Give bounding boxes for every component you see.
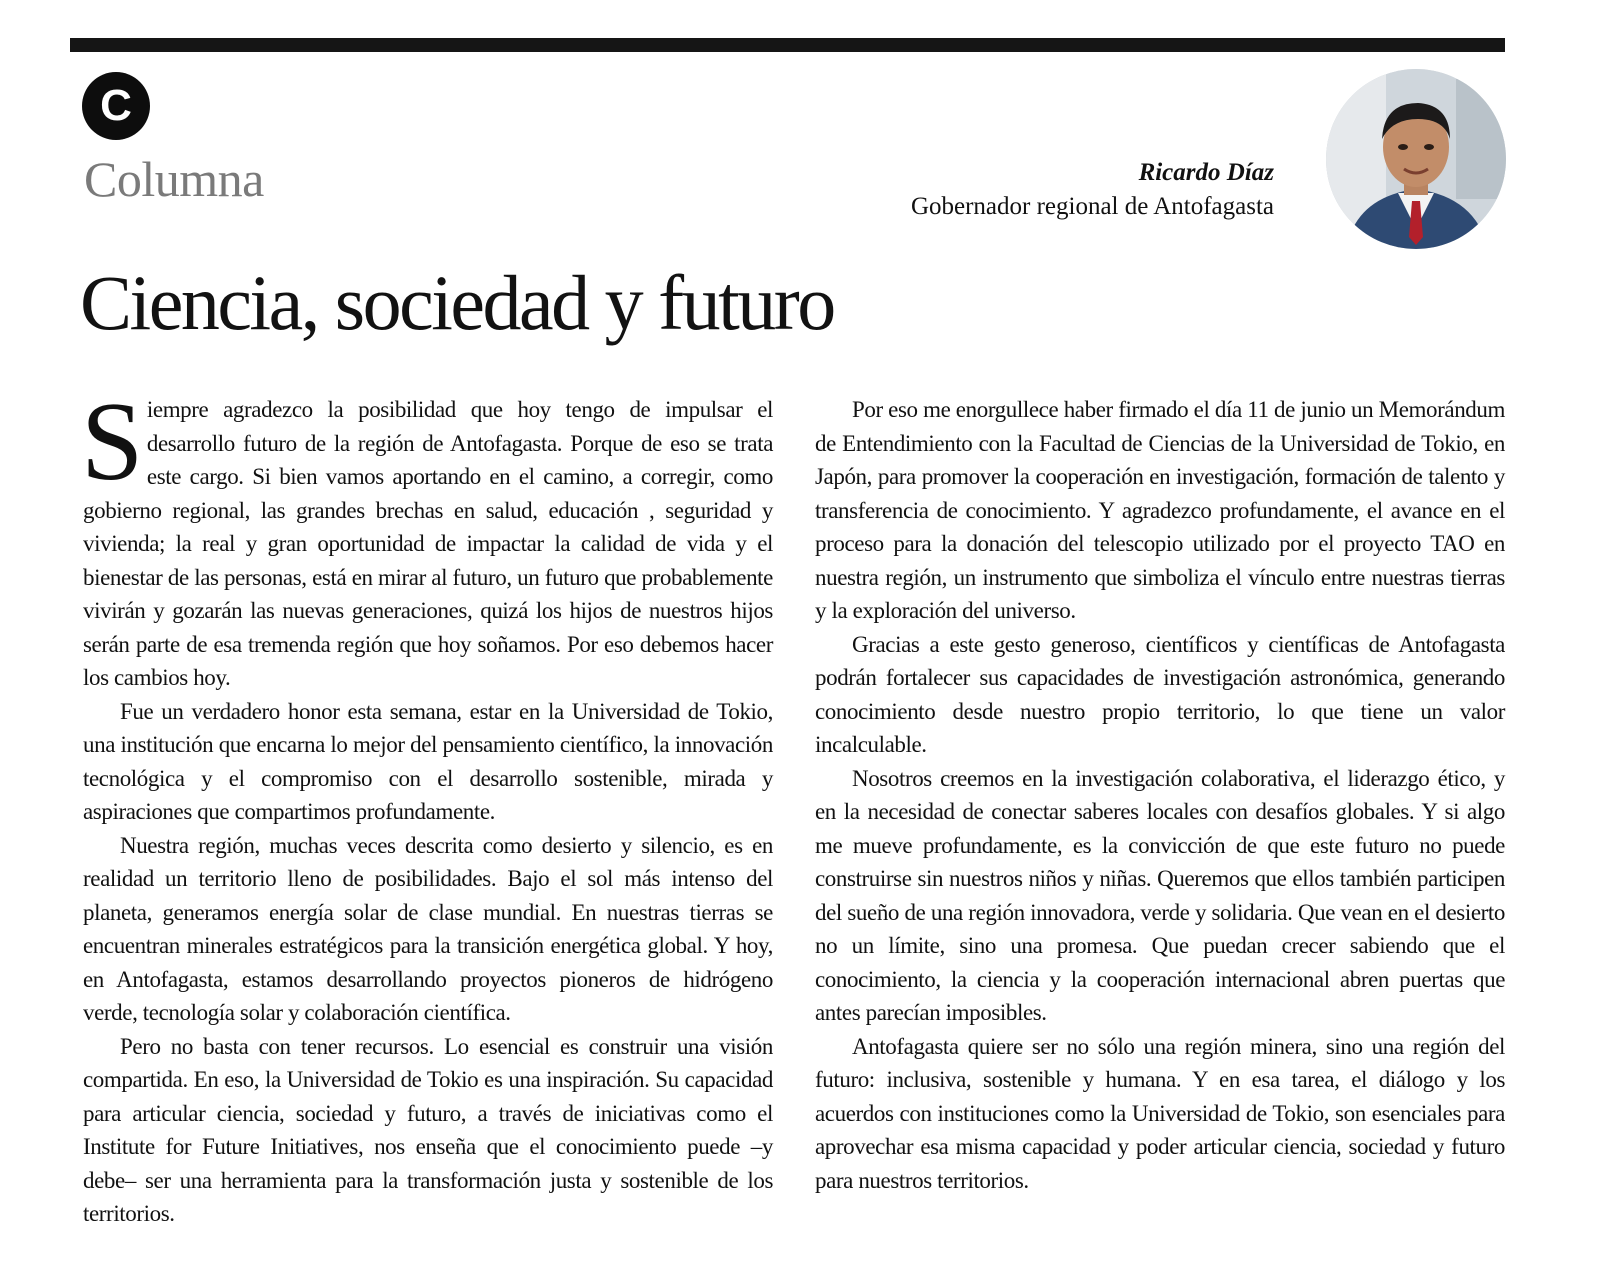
drop-cap: S: [81, 380, 143, 504]
author-role: Gobernador regional de Antofagasta: [910, 193, 1274, 220]
headline: Ciencia, sociedad y futuro: [80, 259, 834, 346]
paragraph-text: iempre agradezco la posibilidad que hoy tengo de impulsar el desarrollo futuro de la región de Antofagasta. Porque de eso se trata este cargo. Si bien vamos aportando en el camino, a corregir, como gobierno regional, las grandes brechas en salud, educación , seguridad y vivienda; la real y gran oportunidad de impactar la calidad de vida y el bienestar de las personas, está en mirar al futuro, un futuro que probablemente vivirán y gozarán las nuevas generaciones, quizá los hijos de nuestros hijos serán parte de esa tremenda región que hoy soñamos. Por eso debemos hacer los cambios hoy.: [83, 397, 773, 690]
paragraph: Fue un verdadero honor esta semana, estar en la Universidad de Tokio, una institución que encarna lo mejor del pensamiento científico, la innovación tecnológica y el compromiso con el desarrollo sostenible, mirada y aspiraciones que compartimos profundamente.: [83, 698, 773, 824]
section-label: Columna: [84, 151, 264, 207]
paragraph: Nosotros creemos en la investigación colaborativa, el liderazgo ético, y en la necesidad de conectar saberes locales con desafíos globales. Y si algo me mueve profundamente, es la convicción de que este futuro no puede construirse sin nuestros niños y niñas. Queremos que ellos también participen del sueño de una región innovadora, verde y solidaria. Que vean en el desierto no un límite, sino una promesa. Que puedan crecer sabiendo que el conocimiento, la ciencia y la cooperación internacional abren puertas que antes parecían imposibles.: [815, 765, 1505, 1025]
author-name: Ricardo Díaz: [1138, 159, 1274, 186]
section-badge: [82, 72, 150, 140]
paragraph: Gracias a este gesto generoso, científicos y científicas de Antofagasta podrán fortalecer sus capacidades de investigación astronómica, generando conocimiento desde nuestro propio territorio, lo que tiene un valor incalculable.: [815, 631, 1505, 757]
byline: [911, 156, 1274, 224]
section-badge-letter: C: [100, 81, 132, 130]
top-rule: [70, 38, 1505, 52]
author-photo: [1326, 69, 1506, 249]
paragraph: Antofagasta quiere ser no sólo una región minera, sino una región del futuro: inclusiva, sostenible y humana. Y en esa tarea, el diálogo y los acuerdos con instituciones como la Universidad de Tokio, son esenciales para aprovechar esa misma capacidad y poder articular ciencia, sociedad y futuro para nuestros territorios.: [815, 1033, 1505, 1193]
paragraph: Por eso me enorgullece haber firmado el día 11 de junio un Memorándum de Entendimiento con la Facultad de Ciencias de la Universidad de Tokio, en Japón, para promover la cooperación en investigación, formación de talento y transferencia de conocimiento. Y agradezco profundamente, el avance en el proceso para la donación del telescopio utilizado por el proyecto TAO en nuestra región, un instrumento que simboliza el vínculo entre nuestras tierras y la exploración del universo.: [815, 397, 1505, 623]
column-right: [815, 393, 1505, 1197]
column-left: [81, 380, 773, 1231]
paragraph: [81, 380, 773, 695]
paragraph: Pero no basta con tener recursos. Lo esencial es construir una visión compartida. En eso, la Universidad de Tokio es una inspiración. Su capacidad para articular ciencia, sociedad y futuro, a través de iniciativas como el Institute for Future Initiatives, nos enseña que el conocimiento puede –y debe– ser una herramienta para la transformación justa y sostenible de los territorios.: [83, 1033, 773, 1226]
author-portrait-icon: [1326, 69, 1506, 249]
paragraph: Nuestra región, muchas veces descrita como desierto y silencio, es en realidad un territorio lleno de posibilidades. Bajo el sol más intenso del planeta, generamos energía solar de clase mundial. En nuestras tierras se encuentran minerales estratégicos para la transición energética global. Y hoy, en Antofagasta, estamos desarrollando proyectos pioneros de hidrógeno verde, tecnología solar y colaboración científica.: [83, 832, 773, 1025]
